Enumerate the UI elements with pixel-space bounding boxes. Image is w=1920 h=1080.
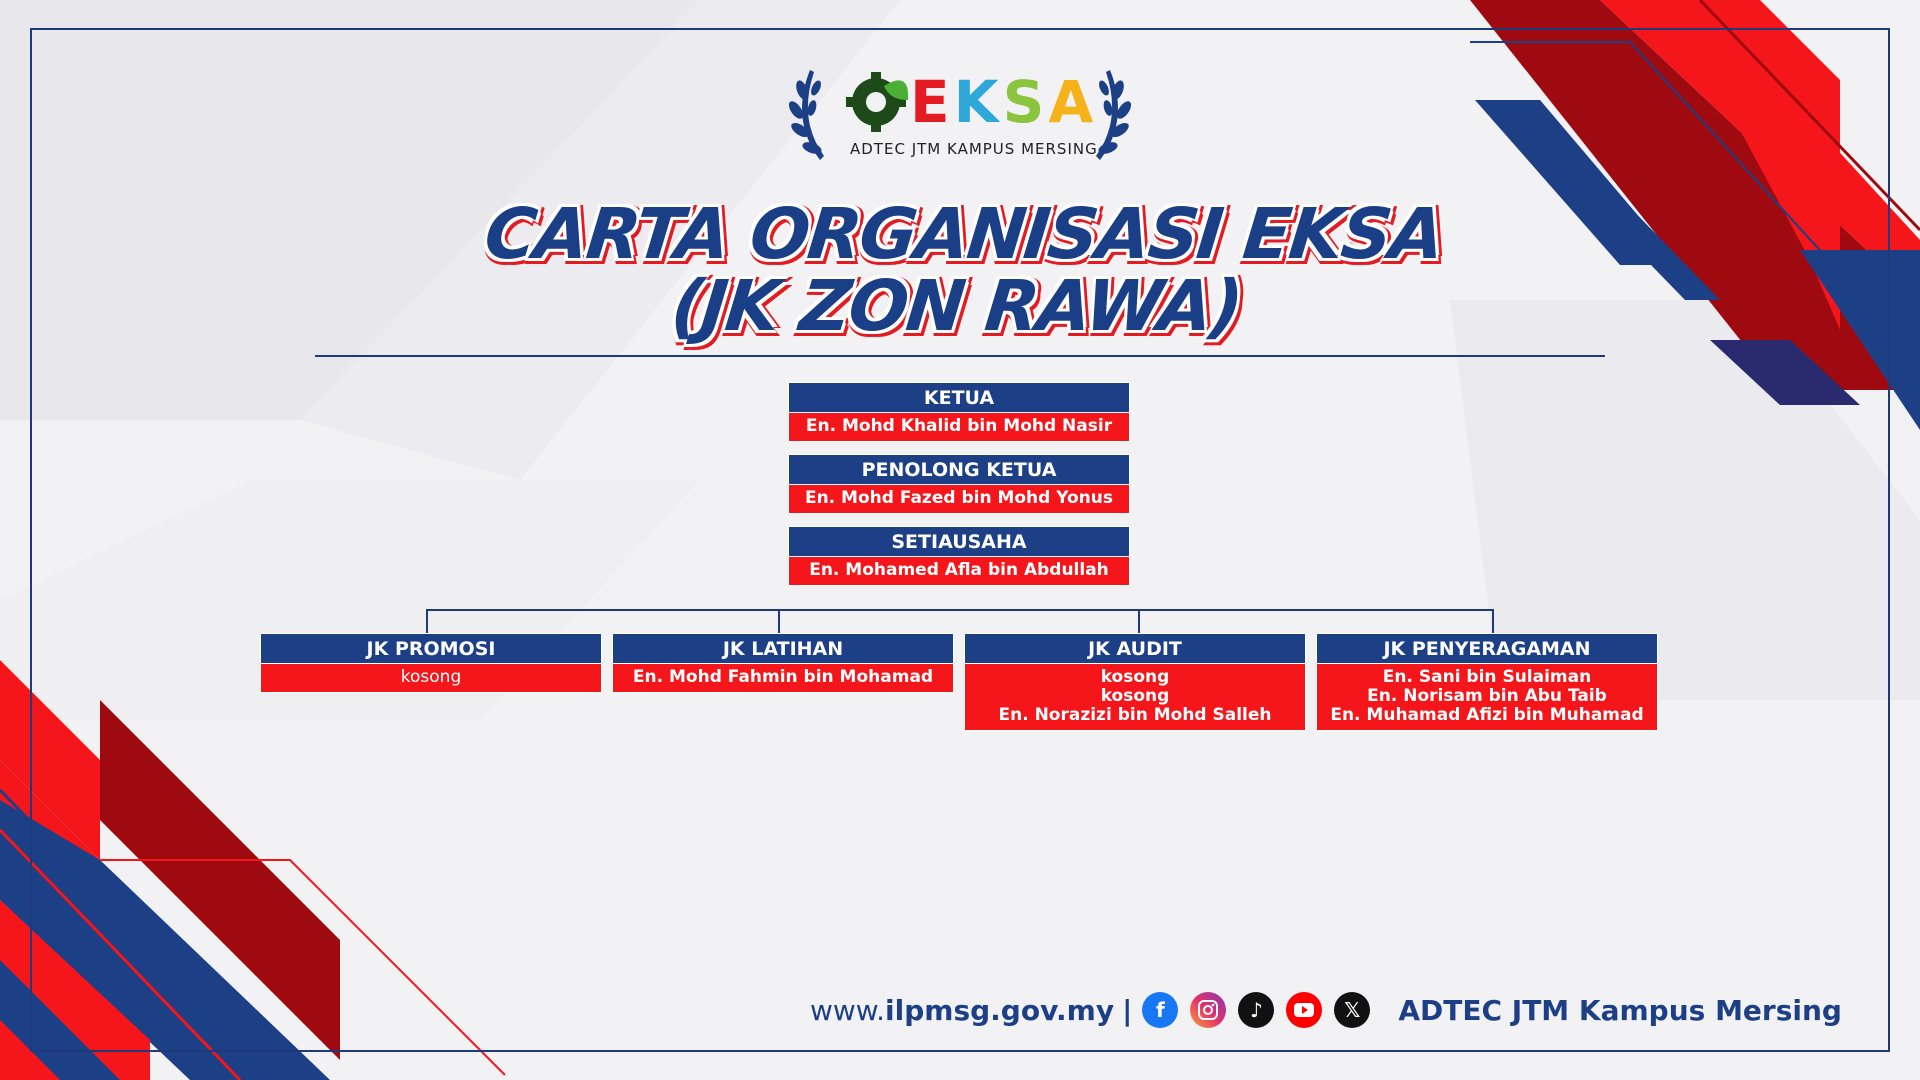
- website-link[interactable]: www.ilpmsg.gov.my: [810, 993, 1115, 1027]
- node-role: PENOLONG KETUA: [788, 454, 1130, 485]
- committee-title: JK LATIHAN: [612, 633, 954, 664]
- instagram-icon[interactable]: [1190, 992, 1226, 1028]
- committee-members: En. Sani bin Sulaiman En. Norisam bin Abu Taib En. Muhamad Afizi bin Muhamad: [1316, 664, 1658, 731]
- title-line-1: CARTA ORGANISASI EKSA: [481, 193, 1447, 275]
- footer-separator: |: [1122, 993, 1133, 1027]
- committee-members: kosong kosong En. Norazizi bin Mohd Salleh: [964, 664, 1306, 731]
- org-node-ketua: [788, 382, 1130, 442]
- title-divider: [315, 355, 1605, 357]
- committee-promosi: [260, 633, 602, 693]
- eksa-logo: [780, 60, 1140, 170]
- connector-latihan: [778, 609, 780, 633]
- tiktok-icon[interactable]: ♪: [1238, 992, 1274, 1028]
- committee-members: En. Mohd Fahmin bin Mohamad: [612, 664, 954, 693]
- youtube-icon[interactable]: [1286, 992, 1322, 1028]
- committee-penyeragaman: [1316, 633, 1658, 731]
- node-name: En. Mohd Khalid bin Mohd Nasir: [788, 413, 1130, 442]
- node-name: En. Mohd Fazed bin Mohd Yonus: [788, 485, 1130, 514]
- node-name: En. Mohamed Afla bin Abdullah: [788, 557, 1130, 586]
- connector-promosi: [426, 609, 428, 633]
- committee-title: JK PENYERAGAMAN: [1316, 633, 1658, 664]
- title-line-2: (JK ZON RAWA): [667, 265, 1246, 347]
- page-title: [452, 193, 1467, 347]
- committee-latihan: [612, 633, 954, 693]
- connector-audit: [1138, 609, 1140, 633]
- connector-penyeragaman: [1492, 609, 1494, 633]
- node-role: SETIAUSAHA: [788, 526, 1130, 557]
- footer-org-name: ADTEC JTM Kampus Mersing: [1398, 993, 1842, 1027]
- org-node-setiausaha: [788, 526, 1130, 586]
- node-role: KETUA: [788, 382, 1130, 413]
- footer: [810, 990, 1842, 1030]
- gear-leaf-icon: [846, 72, 908, 132]
- committee-members: kosong: [260, 664, 602, 693]
- committee-title: JK AUDIT: [964, 633, 1306, 664]
- connector-horizontal: [426, 609, 1494, 611]
- committee-audit: [964, 633, 1306, 731]
- facebook-icon[interactable]: f: [1142, 992, 1178, 1028]
- x-icon[interactable]: 𝕏: [1334, 992, 1370, 1028]
- logo-subtitle: ADTEC JTM KAMPUS MERSING: [850, 140, 1098, 158]
- logo-word: EKSA: [910, 68, 1098, 136]
- org-node-penolong-ketua: [788, 454, 1130, 514]
- committee-title: JK PROMOSI: [260, 633, 602, 664]
